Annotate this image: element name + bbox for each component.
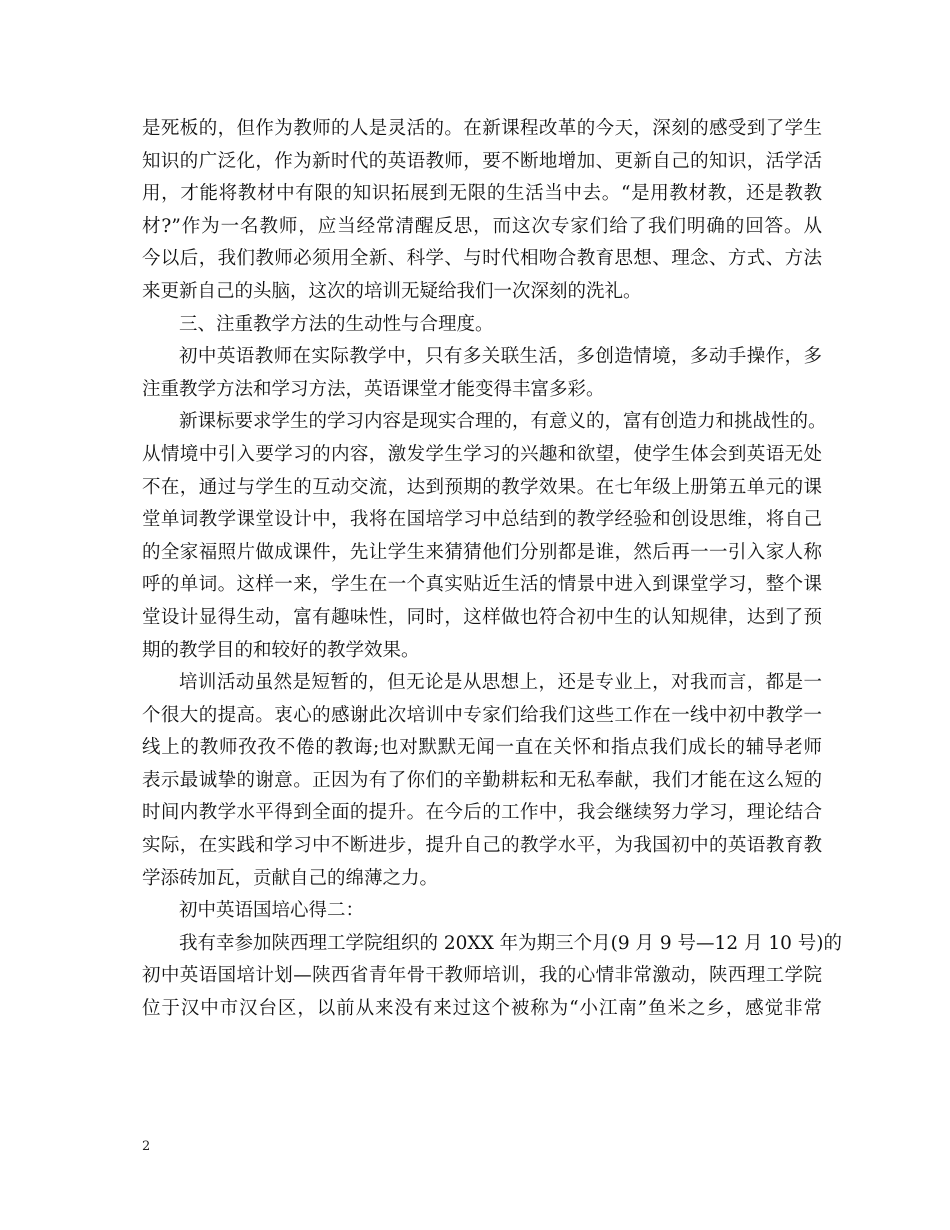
text-line: 今以后，我们教师必须用全新、科学、与时代相吻合教育思想、理念、方式、方法 [142, 248, 822, 270]
text-line: 堂设计显得生动，富有趣味性，同时，这样做也符合初中生的认知规律，达到了预 [142, 606, 822, 628]
text-line: 从情境中引入要学习的内容，激发学生学习的兴趣和欲望，使学生体会到英语无处 [142, 443, 822, 465]
text-line: 来更新自己的头脑，这次的培训无疑给我们一次深刻的洗礼。 [142, 280, 642, 302]
text-line: 个很大的提高。衷心的感谢此次培训中专家们给我们这些工作在一线中初中教学一 [142, 704, 822, 726]
text-line: 的全家福照片做成课件，先让学生来猜猜他们分别都是谁，然后再一一引入家人称 [142, 541, 822, 563]
text-line: 注重教学方法和学习方法，英语课堂才能变得丰富多彩。 [142, 378, 605, 400]
text-line: 三、注重教学方法的生动性与合理度。 [179, 313, 494, 335]
text-line: 初中英语教师在实际教学中，只有多关联生活，多创造情境，多动手操作，多 [179, 346, 822, 368]
text-line: 知识的广泛化，作为新时代的英语教师，要不断地增加、更新自己的知识，活学活 [142, 150, 822, 172]
text-line: 初中英语国培计划—陕西省青年骨干教师培训，我的心情非常激动，陕西理工学院 [142, 965, 822, 987]
text-line: 是死板的，但作为教师的人是灵活的。在新课程改革的今天，深刻的感受到了学生 [142, 118, 822, 139]
document-body [142, 113, 842, 1026]
text-line: 呼的单词。这样一来，学生在一个真实贴近生活的情景中进入到课堂学习，整个课 [142, 574, 822, 596]
text-line: 不在，通过与学生的互动交流，达到预期的教学效果。在七年级上册第五单元的课 [142, 476, 822, 498]
text-line: 期的教学目的和较好的教学效果。 [142, 639, 420, 661]
page-number: 2 [142, 1139, 151, 1154]
text-line: 材?”作为一名教师，应当经常清醒反思，而这次专家们给了我们明确的回答。从 [142, 215, 822, 237]
text-line: 新课标要求学生的学习内容是现实合理的，有意义的，富有创造力和挑战性的。 [179, 411, 827, 433]
text-line: 学添砖加瓦，贡献自己的绵薄之力。 [142, 867, 439, 889]
text-line: 位于汉中市汉台区，以前从来没有来过这个被称为“小江南”鱼米之乡，感觉非常 [142, 998, 822, 1020]
text-line: 线上的教师孜孜不倦的教诲;也对默默无闻一直在关怀和指点我们成长的辅导老师 [142, 737, 822, 759]
text-line: 堂单词教学课堂设计中，我将在国培学习中总结到的教学经验和创设思维，将自己 [142, 509, 822, 531]
text-line: 我有幸参加陕西理工学院组织的 20XX 年为期三个月(9 月 9 号—12 月 10 号)的 [179, 932, 842, 954]
text-line: 时间内教学水平得到全面的提升。在今后的工作中，我会继续努力学习，理论结合 [142, 802, 822, 824]
text-line: 表示最诚挚的谢意。正因为有了你们的辛勤耕耘和无私奉献，我们才能在这么短的 [142, 769, 822, 791]
text-line: 培训活动虽然是短暂的，但无论是从思想上，还是专业上，对我而言，都是一 [179, 672, 822, 694]
text-line: 实际，在实践和学习中不断进步，提升自己的教学水平，为我国初中的英语教育教 [142, 835, 822, 857]
text-line: 初中英语国培心得二： [179, 900, 365, 922]
text-line: 用，才能将教材中有限的知识拓展到无限的生活当中去。“是用教材教，还是教教 [142, 183, 822, 205]
